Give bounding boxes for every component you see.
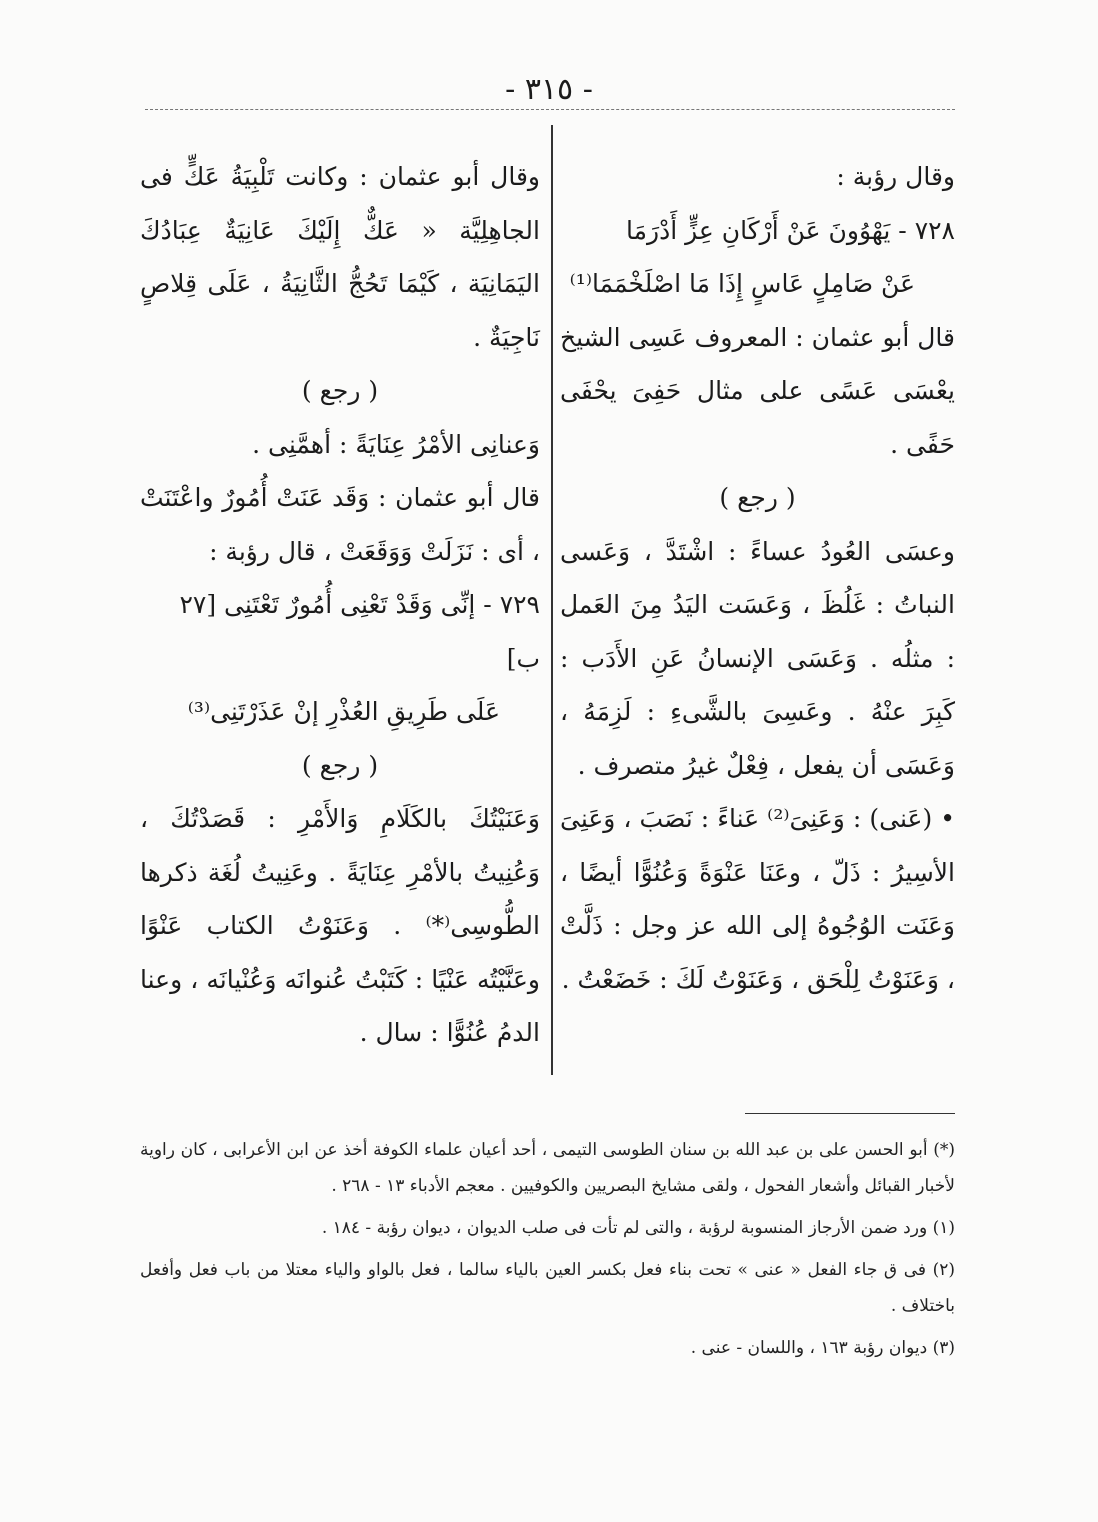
talbiya-paragraph: وقال أبو عثمان : وكانت تَلْبِيَةُ عَكٍّ فى الجاهِلِيَّة « عَكٌّ إِلَيْكَ عَانِيَةٌ عِبَادُكَ اليَمَانِيَة ، كَيْمَا تَحُجُّ الثَّانِيَةُ ، عَلَى قِلاصٍ نَاجِيَةٌ . [140, 162, 540, 352]
verse-729-line-2: عَلَى طَرِيقِ العُذْرِ إنْ عَذَرْتَنِى⁽³⁾ [187, 697, 500, 726]
definition-asa: وعسَى العُودُ عساءً : اشْتَدَّ ، وَعَسى النباتُ : غَلُظَ ، وَعَسَت اليَدُ مِنَ العَمل : مثلُه . وَعَسَى الإنسانُ عَنِ الأَدَب : كَبِرَ عنْهُ . وعَسِىَ بالشَّىءِ : لَزِمَهُ ، وَعَسَى أن يفعل ، فِعْلٌ غيرُ متصرف . [560, 536, 955, 780]
footnote-star: (*) أبو الحسن على بن عبد الله بن سنان الطوسى التيمى ، أحد أعيان علماء الكوفة أخذ عن ابن الأعرابى ، كان راوية لأخبار القبائل وأشعار الفحول ، ولقى مشايخ البصريين والكوفيين . معجم الأدباء ١٣ - ٢٦٨ . [140, 1140, 955, 1196]
rajaz-marker: ( رجع ) [301, 750, 379, 780]
definition-anani: وَعنانِى الأمْرُ عِنَايَةً : أهمَّنِى . [252, 429, 540, 459]
verse-729-line-1: ٧٢٩ - إنِّى وَقَدْ تَعْنِى أُمُورٌ تَعْتَنِى [٢٧ ب] [179, 590, 540, 673]
column-divider [551, 125, 553, 1075]
verse-728-line-2: عَنْ صَامِلٍ عَاسٍ إِذَا مَا اصْلَخْمَمَا⁽¹⁾ [569, 269, 915, 298]
definition-anaytuka: وَعَنَيْتُكَ بالكَلَامِ وَالأَمْرِ : قَصَدْتُكَ ، وَعُنِيتُ بالأمْرِ عِنَايَةً . وعَنِيتُ لُغَة ذكرها الطُّوسِى⁽*⁾ . وَعَنَوْتُ الكتاب عَنْوًا وعَنَّيْتُه عَنْيًا : كَتَبْتُ عُنوانَه وَعُنْيانَه ، وعنا الدمُ عُنُوًّا : سال . [140, 804, 540, 1047]
page-number: - ٣١٥ - [505, 72, 593, 107]
poem-intro: وقال رؤبة : [836, 162, 955, 191]
header-rule [145, 109, 955, 110]
commentary-abu-uthman: قال أبو عثمان : المعروف عَسِى الشيخ يعْسَى عَسًى على مثال حَفِىَ يحْفَى حَفًى . [559, 322, 955, 459]
footnote-2: (٢) فى ق جاء الفعل « عنى » تحت بناء فعل بكسر العين بالياء سالما ، فعل بالواو والياء معتلا من باب فعل وأفعل باختلاف . [140, 1260, 955, 1316]
commentary-abu-uthman-2: قال أبو عثمان : وَقَد عَنَتْ أُمُورٌ واعْتَنَتْ ، أى : نَزَلَتْ وَوَقَعَتْ ، قال رؤبة : [140, 483, 540, 566]
rajaz-marker: ( رجع ) [301, 376, 379, 405]
definition-ana: • (عَنى) : وَعَنِىَ⁽²⁾ عَناءً : نَصَبَ ، وَعَنِىَ الأسِيرُ : ذَلّ ، وعَنَا عَنْوَةً وَعُنُوًّا أيضًا ، وَعَنَت الوُجُوهُ إلى الله عز وجل : ذَلَّتْ ، وَعَنَوْتُ لِلْحَق ، وَعَنَوْتُ لَكَ : خَضَعْتُ . [560, 804, 955, 994]
footnote-3: (٣) ديوان رؤبة ١٦٣ ، واللسان - عنى . [690, 1338, 955, 1358]
rajaz-marker: ( رجع ) [719, 483, 796, 512]
footnotes [140, 1132, 955, 1372]
right-column [560, 150, 955, 1006]
footnote-rule [745, 1113, 955, 1114]
footnote-1: (١) ورد ضمن الأرجاز المنسوبة لرؤبة ، والتى لم تأت فى صلب الديوان ، ديوان رؤبة - ١٨٤ . [321, 1218, 955, 1238]
left-column [140, 150, 540, 1060]
verse-728-line-1: ٧٢٨ - يَهْوُونَ عَنْ أَرْكَانِ عِزٍّ أَدْرَمَا [626, 215, 955, 245]
